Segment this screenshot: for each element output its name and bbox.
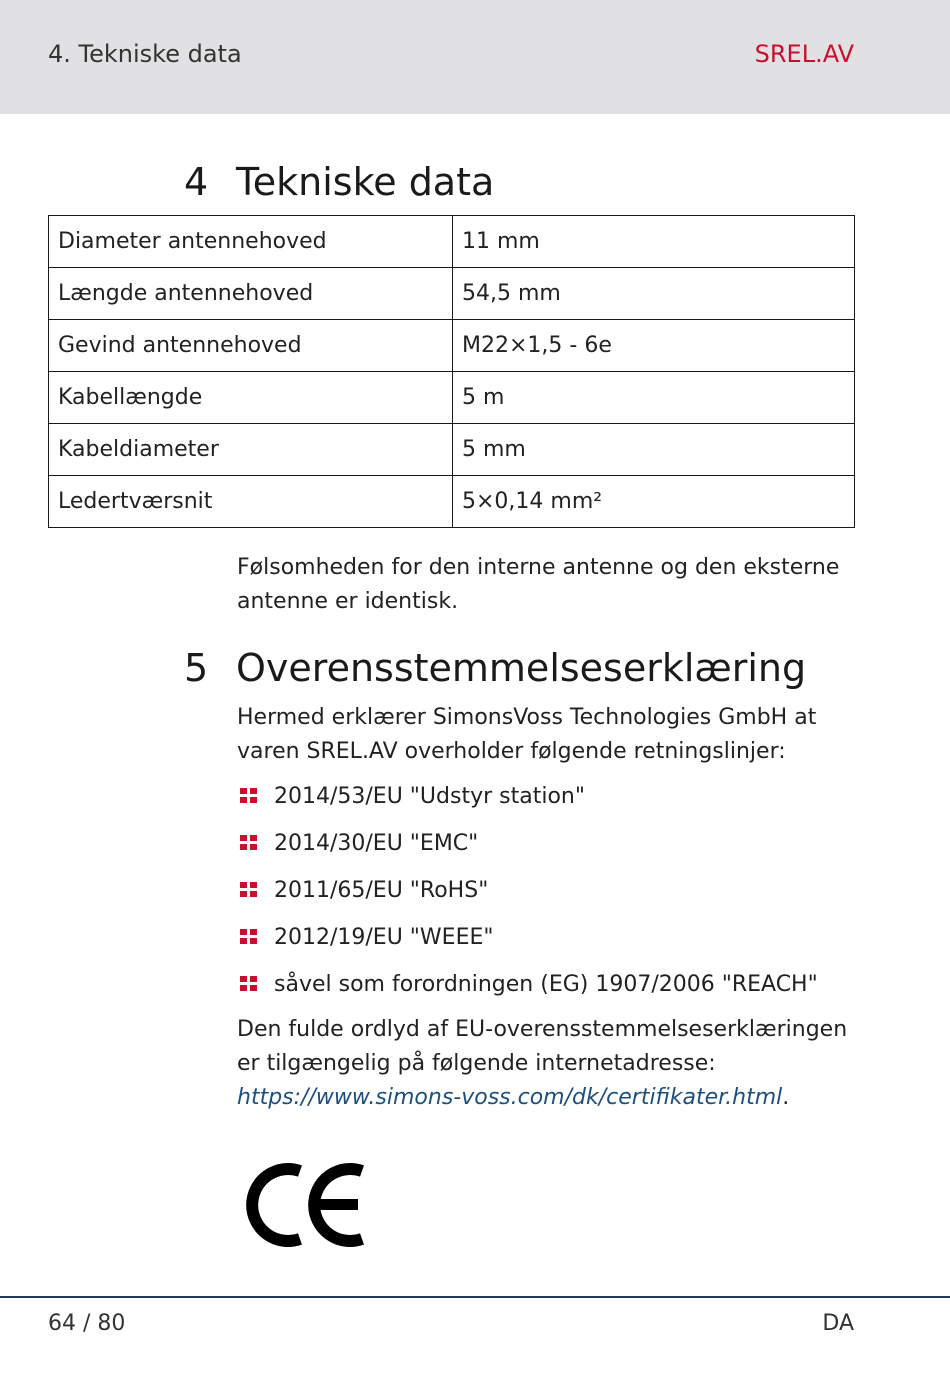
table-row bbox=[49, 216, 855, 268]
spec-value: 11 mm bbox=[453, 216, 855, 268]
table-row bbox=[49, 372, 855, 424]
spec-label: Diameter antennehoved bbox=[49, 216, 453, 268]
ce-mark-icon bbox=[236, 1158, 368, 1252]
page-header bbox=[0, 0, 950, 114]
red-square-grid-icon bbox=[240, 882, 258, 898]
spec-value: M22×1,5 - 6e bbox=[453, 320, 855, 372]
outro-text: Den fulde ordlyd af EU-overensstemmelseserklæringen er tilgængelig på følgende internetadresse: bbox=[237, 1017, 848, 1076]
list-item bbox=[240, 827, 818, 874]
table-row bbox=[49, 268, 855, 320]
section-5-heading bbox=[184, 646, 806, 690]
footer-rule bbox=[0, 1296, 950, 1298]
header-product-name: SREL.AV bbox=[754, 40, 854, 68]
spec-label: Gevind antennehoved bbox=[49, 320, 453, 372]
section-4-title: Tekniske data bbox=[236, 160, 495, 204]
certificate-link[interactable]: https://www.simons-voss.com/dk/certifikater.html bbox=[237, 1085, 783, 1110]
antenna-note: Følsomheden for den interne antenne og den eksterne antenne er identisk. bbox=[237, 555, 840, 614]
table-row bbox=[49, 424, 855, 476]
red-square-grid-icon bbox=[240, 835, 258, 851]
spec-table bbox=[48, 215, 855, 528]
section-5-title: Overensstemmelseserklæring bbox=[236, 646, 807, 690]
section-5-number: 5 bbox=[184, 646, 209, 690]
language-code: DA bbox=[822, 1311, 854, 1336]
section-4-heading bbox=[184, 160, 494, 204]
outro-end: . bbox=[782, 1085, 790, 1110]
directive-text: 2014/30/EU "EMC" bbox=[274, 831, 479, 856]
list-item bbox=[240, 874, 818, 921]
spec-label: Længde antennehoved bbox=[49, 268, 453, 320]
directive-text: 2011/65/EU "RoHS" bbox=[274, 878, 489, 903]
spec-value: 54,5 mm bbox=[453, 268, 855, 320]
directive-text: såvel som forordningen (EG) 1907/2006 "REACH" bbox=[274, 972, 818, 997]
section-4-number: 4 bbox=[184, 160, 209, 204]
conformity-outro bbox=[237, 1013, 857, 1115]
directive-text: 2014/53/EU "Udstyr station" bbox=[274, 784, 585, 809]
page-number: 64 / 80 bbox=[48, 1311, 126, 1336]
red-square-grid-icon bbox=[240, 788, 258, 804]
list-item bbox=[240, 780, 818, 827]
spec-value: 5 m bbox=[453, 372, 855, 424]
spec-value: 5 mm bbox=[453, 424, 855, 476]
list-item bbox=[240, 921, 818, 968]
spec-label: Kabellængde bbox=[49, 372, 453, 424]
spec-label: Kabeldiameter bbox=[49, 424, 453, 476]
directive-text: 2012/19/EU "WEEE" bbox=[274, 925, 494, 950]
header-section-title: 4. Tekniske data bbox=[48, 40, 242, 68]
table-row bbox=[49, 476, 855, 528]
list-item bbox=[240, 968, 818, 1015]
red-square-grid-icon bbox=[240, 976, 258, 992]
red-square-grid-icon bbox=[240, 929, 258, 945]
table-row bbox=[49, 320, 855, 372]
spec-label: Ledertværsnit bbox=[49, 476, 453, 528]
conformity-intro: Hermed erklærer SimonsVoss Technologies GmbH at varen SREL.AV overholder følgende retningslinjer: bbox=[237, 705, 817, 764]
directive-list bbox=[240, 780, 818, 1015]
spec-value: 5×0,14 mm² bbox=[453, 476, 855, 528]
